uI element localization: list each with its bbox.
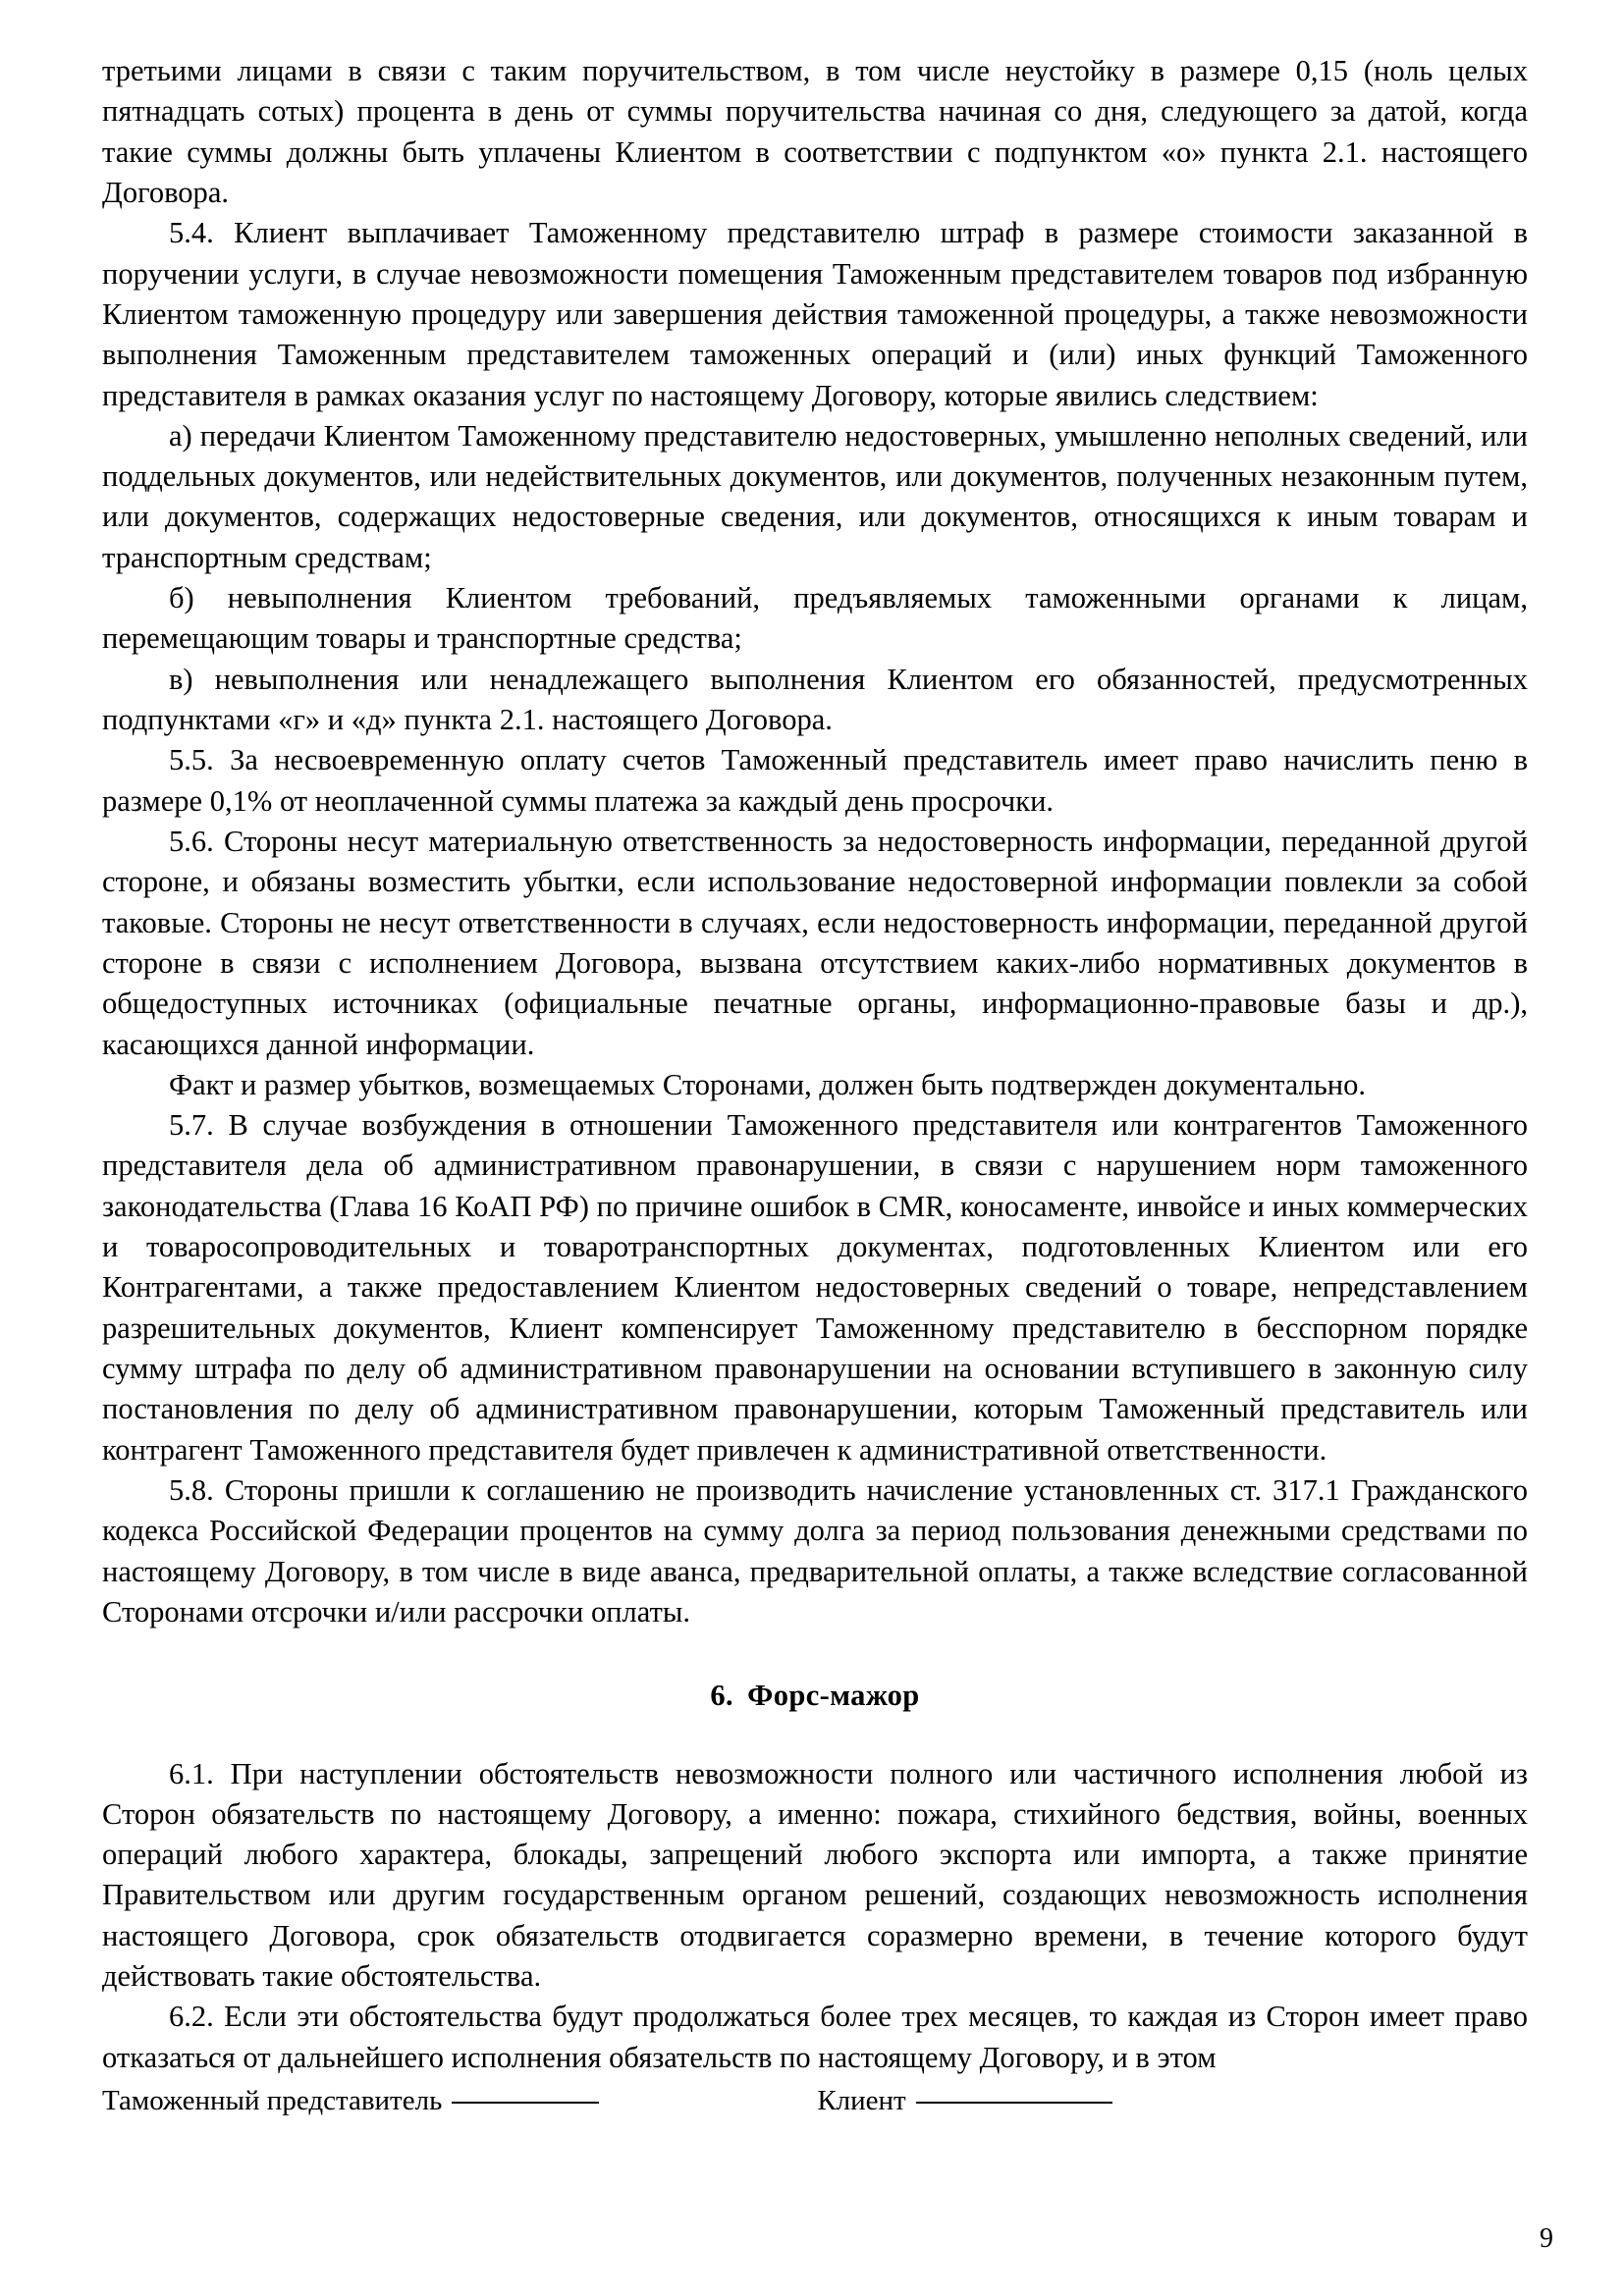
signature-block-client xyxy=(817,2084,1111,2118)
paragraph-5-7: 5.7. В случае возбуждения в отношении Таможенного представителя или контрагентов Таможенного представителя дела об административном правонарушении, в связи с нарушением норм таможенного законодательства (Глава 16 КоАП РФ) по причине ошибок в CMR, коносаменте, инвойсе и иных коммерческих и товаросопроводительных и товаротранспортных документах, подготовленных Клиентом или его Контрагентами, а также предоставлением Клиентом недостоверных сведений о товаре, непредставлением разрешительных документов, Клиент компенсирует Таможенному представителю в бесспорном порядке сумму штрафа по делу об административном правонарушении на основании вступившего в законную силу постановления по делу об административном правонарушении, которым Таможенный представитель или контрагент Таможенного представителя будет привлечен к административной ответственности. xyxy=(102,1108,1528,1467)
signature-label-client: Клиент xyxy=(817,2085,906,2116)
section-heading-title: Форс-мажор xyxy=(747,1679,920,1713)
signature-line-customs-representative[interactable] xyxy=(452,2101,599,2104)
paragraph-5-8: 5.8. Стороны пришли к соглашению не производить начисление установленных ст. 317.1 Гражданского кодекса Российской Федерации процентов на сумму долга за период пользования денежными средствами по настоящему Договору, в том числе в виде аванса, предварительной оплаты, а также вследствие согласованной Сторонами отсрочки и/или рассрочки оплаты. xyxy=(102,1472,1528,1629)
paragraph-5-5: 5.5. За несвоевременную оплату счетов Таможенный представитель имеет право начислить пеню в размере 0,1% от неоплаченной суммы платежа за каждый день просрочки. xyxy=(102,743,1528,818)
paragraph-5-6-damages-confirmation: Факт и размер убытков, возмещаемых Сторонами, должен быть подтвержден документально. xyxy=(169,1067,1366,1101)
signature-block-customs-representative xyxy=(102,2084,599,2118)
page-footer xyxy=(102,2084,1530,2202)
section-heading-force-majeure xyxy=(102,1676,1528,1716)
paragraph-5-4-v: в) невыполнения или ненадлежащего выполнения Клиентом его обязанностей, предусмотренных подпунктами «г» и «д» пункта 2.1. настоящего Договора. xyxy=(102,662,1528,736)
paragraph-5-4: 5.4. Клиент выплачивает Таможенному представителю штраф в размере стоимости заказанной в поручении услуги, в случае невозможности помещения Таможенным представителем товаров под избранную Клиентом таможенную процедуру или завершения действия таможенной процедуры, а также невозможности выполнения Таможенным представителем таможенных операций и (или) иных функций Таможенного представителя в рамках оказания услуг по настоящему Договору, которые явились следствием: xyxy=(102,216,1528,412)
paragraph-5-4-b: б) невыполнения Клиентом требований, предъявляемых таможенными органами к лицам, перемещающим товары и транспортные средства; xyxy=(102,581,1528,656)
paragraph-continued-5-3: третьими лицами в связи с таким поручительством, в том числе неустойку в размере 0,15 (ноль целых пятнадцать сотых) процента в день от суммы поручительства начиная со дня, следующего за датой, когда такие суммы должны быть уплачены Клиентом в соответствии с подпунктом «о» пункта 2.1. настоящего Договора. xyxy=(102,54,1528,209)
heading-spacer xyxy=(102,1717,1528,1754)
paragraph-5-4-a: а) передачи Клиентом Таможенному представителю недостоверных, умышленно неполных сведений, или поддельных документов, или недействительных документов, или документов, полученных незаконным путем, или документов, содержащих недостоверные сведения, или документов, относящихся к иным товарам и транспортным средствам; xyxy=(102,418,1528,574)
paragraph-6-2: 6.2. Если эти обстоятельства будут продолжаться более трех месяцев, то каждая из Сторон имеет право отказаться от дальнейшего исполнения обязательств по настоящему Договору, и в этом xyxy=(102,2000,1528,2074)
signature-label-customs-representative: Таможенный представитель xyxy=(102,2085,443,2116)
paragraph-5-6: 5.6. Стороны несут материальную ответственность за недостоверность информации, переданной другой стороне, и обязаны возместить убытки, если использование недостоверной информации повлекли за собой таковые. Стороны не несут ответственности в случаях, если недостоверность информации, переданной другой стороне в связи с исполнением Договора, вызвана отсутствием каких-либо нормативных документов в общедоступных источниках (официальные печатные органы, информационно-правовые базы и др.), касающихся данной информации. xyxy=(102,824,1528,1061)
signature-row xyxy=(102,2084,1530,2118)
signature-line-client[interactable] xyxy=(916,2101,1112,2104)
page-number: 9 xyxy=(1540,2223,1553,2254)
section-heading-number: 6. xyxy=(710,1679,734,1713)
paragraph-6-1: 6.1. При наступлении обстоятельств невозможности полного или частичного исполнения любой из Сторон обязательств по настоящему Договору, а именно: пожара, стихийного бедствия, войны, военных операций любого характера, блокады, запрещений любого экспорта или импорта, а также принятие Правительством или другим государственным органом решений, создающих невозможность исполнения настоящего Договора, срок обязательств отодвигается соразмерно времени, в течение которого будут действовать такие обстоятельства. xyxy=(102,1756,1528,1994)
document-body xyxy=(102,51,1528,2078)
